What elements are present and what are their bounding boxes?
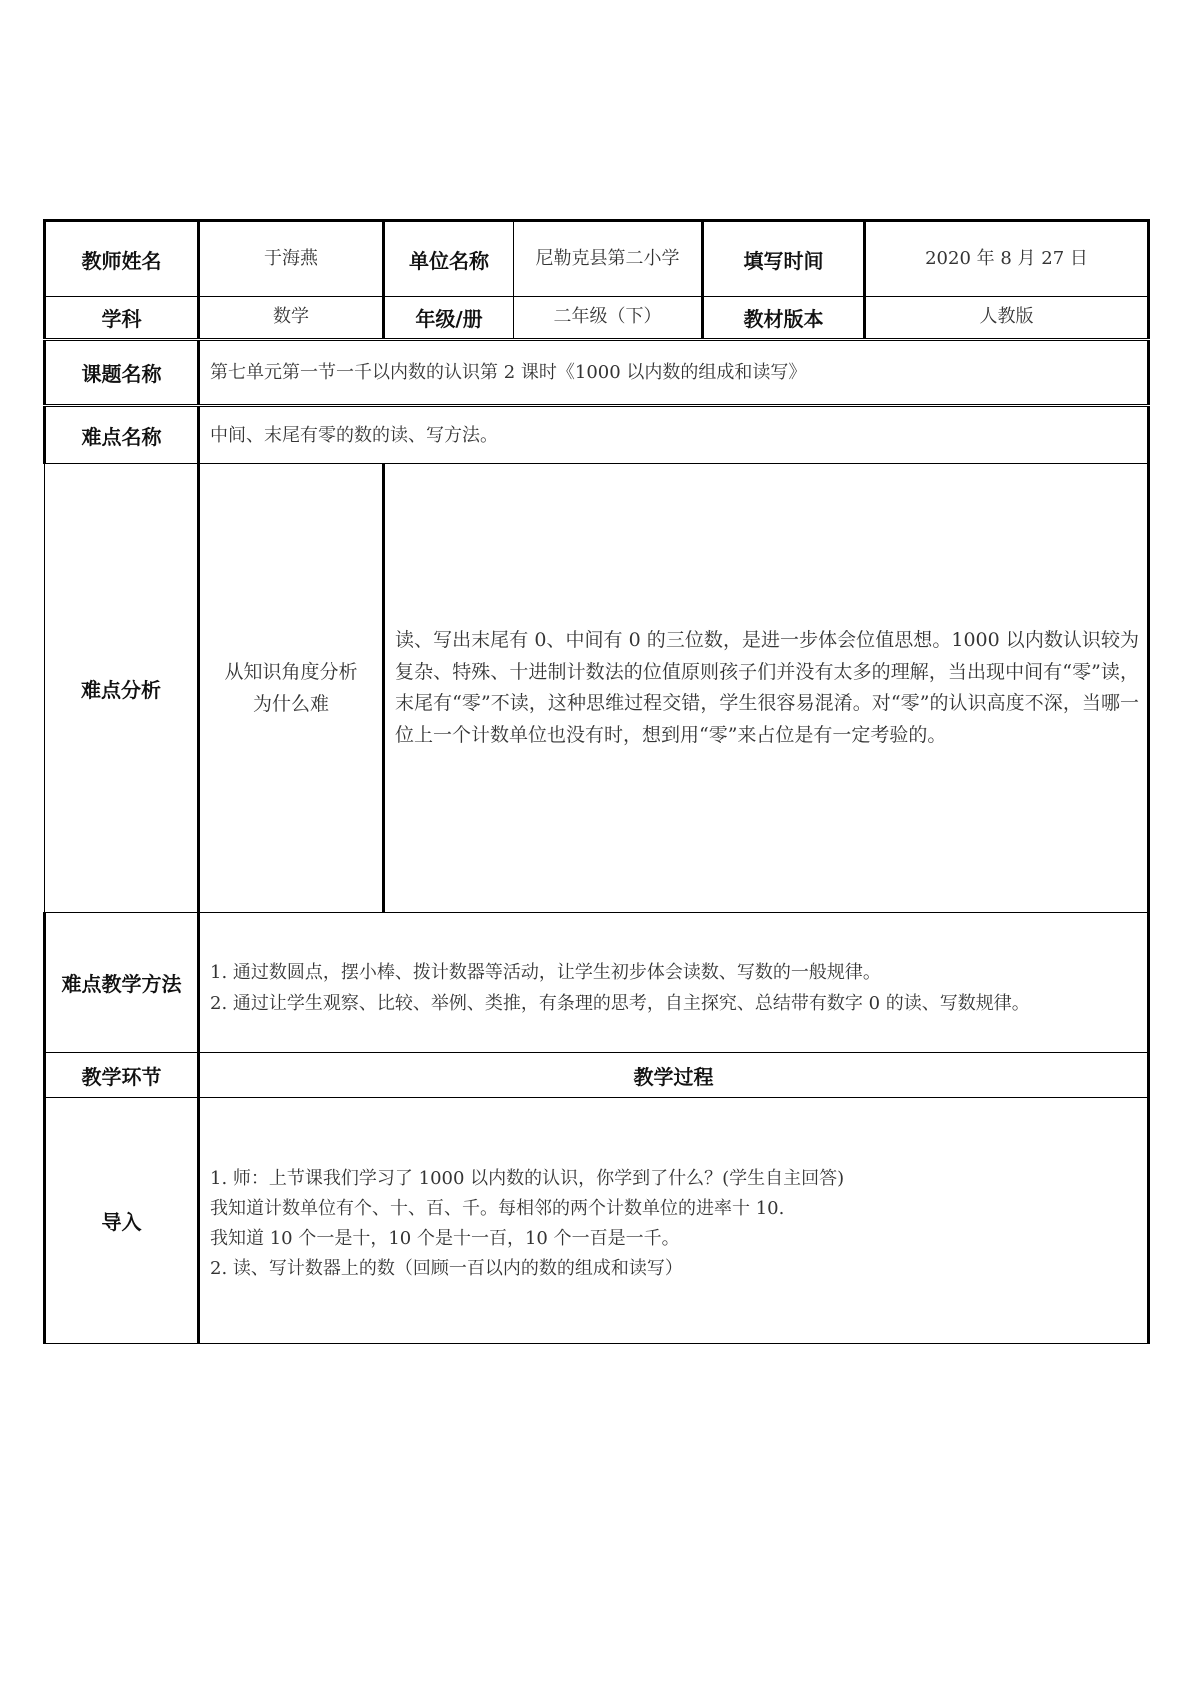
edition-label: 教材版本	[703, 297, 865, 340]
process-header: 教学过程	[199, 1053, 1149, 1098]
intro-label: 导入	[45, 1098, 199, 1344]
analysis-sub-label: 从知识角度分析为什么难	[199, 464, 384, 913]
lesson-plan-table	[43, 219, 1150, 1344]
analysis-label: 难点分析	[45, 464, 199, 913]
method-label: 难点教学方法	[45, 913, 199, 1053]
intro-line-1: 1. 师：上节课我们学习了 1000 以内数的认识，你学到了什么？(学生自主回答)	[210, 1167, 845, 1189]
topic-row	[45, 340, 1149, 406]
difficulty-row	[45, 406, 1149, 464]
grade-label: 年级/册	[384, 297, 514, 340]
topic-value: 第七单元第一节一千以内数的认识第 2 课时《1000 以内数的组成和读写》	[199, 340, 1149, 406]
analysis-row	[45, 464, 1149, 913]
unit-name-label: 单位名称	[384, 221, 514, 297]
fill-date-value: 2020 年 8 月 27 日	[865, 221, 1149, 297]
edition-value: 人教版	[865, 297, 1149, 340]
topic-label: 课题名称	[45, 340, 199, 406]
intro-line-2: 我知道计数单位有个、十、百、千。每相邻的两个计数单位的进率十 10.	[210, 1197, 785, 1219]
method-row	[45, 913, 1149, 1053]
teacher-name-value: 于海燕	[199, 221, 384, 297]
method-line-2: 2. 通过让学生观察、比较、举例、类推，有条理的思考，自主探究、总结带有数字 0 的读、写数规律。	[210, 992, 1030, 1014]
info-row-2	[45, 297, 1149, 340]
info-row-1	[45, 221, 1149, 297]
process-header-row	[45, 1053, 1149, 1098]
intro-row	[45, 1098, 1149, 1344]
subject-value: 数学	[199, 297, 384, 340]
difficulty-value: 中间、末尾有零的数的读、写方法。	[199, 406, 1149, 464]
teacher-name-label: 教师姓名	[45, 221, 199, 297]
intro-line-4: 2. 读、写计数器上的数（回顾一百以内的数的组成和读写）	[210, 1257, 683, 1279]
difficulty-label: 难点名称	[45, 406, 199, 464]
method-content	[199, 913, 1149, 1053]
stage-header: 教学环节	[45, 1053, 199, 1098]
method-line-1: 1. 通过数圆点，摆小棒、拨计数器等活动，让学生初步体会读数、写数的一般规律。	[210, 961, 881, 983]
fill-date-label: 填写时间	[703, 221, 865, 297]
unit-name-value: 尼勒克县第二小学	[514, 221, 703, 297]
intro-content	[199, 1098, 1149, 1344]
grade-value: 二年级（下）	[514, 297, 703, 340]
subject-label: 学科	[45, 297, 199, 340]
intro-line-3: 我知道 10 个一是十，10 个是十一百，10 个一百是一千。	[210, 1227, 680, 1249]
analysis-text: 读、写出末尾有 0、中间有 0 的三位数，是进一步体会位值思想。1000 以内数认识较为复杂、特殊、十进制计数法的位值原则孩子们并没有太多的理解，当出现中间有“零”读，末尾有“零”不读，这种思维过程交错，学生很容易混淆。对“零”的认识高度不深，当哪一位上一个计数单位也没有时，想到用“零”来占位是有一定考验的。	[384, 464, 1149, 913]
